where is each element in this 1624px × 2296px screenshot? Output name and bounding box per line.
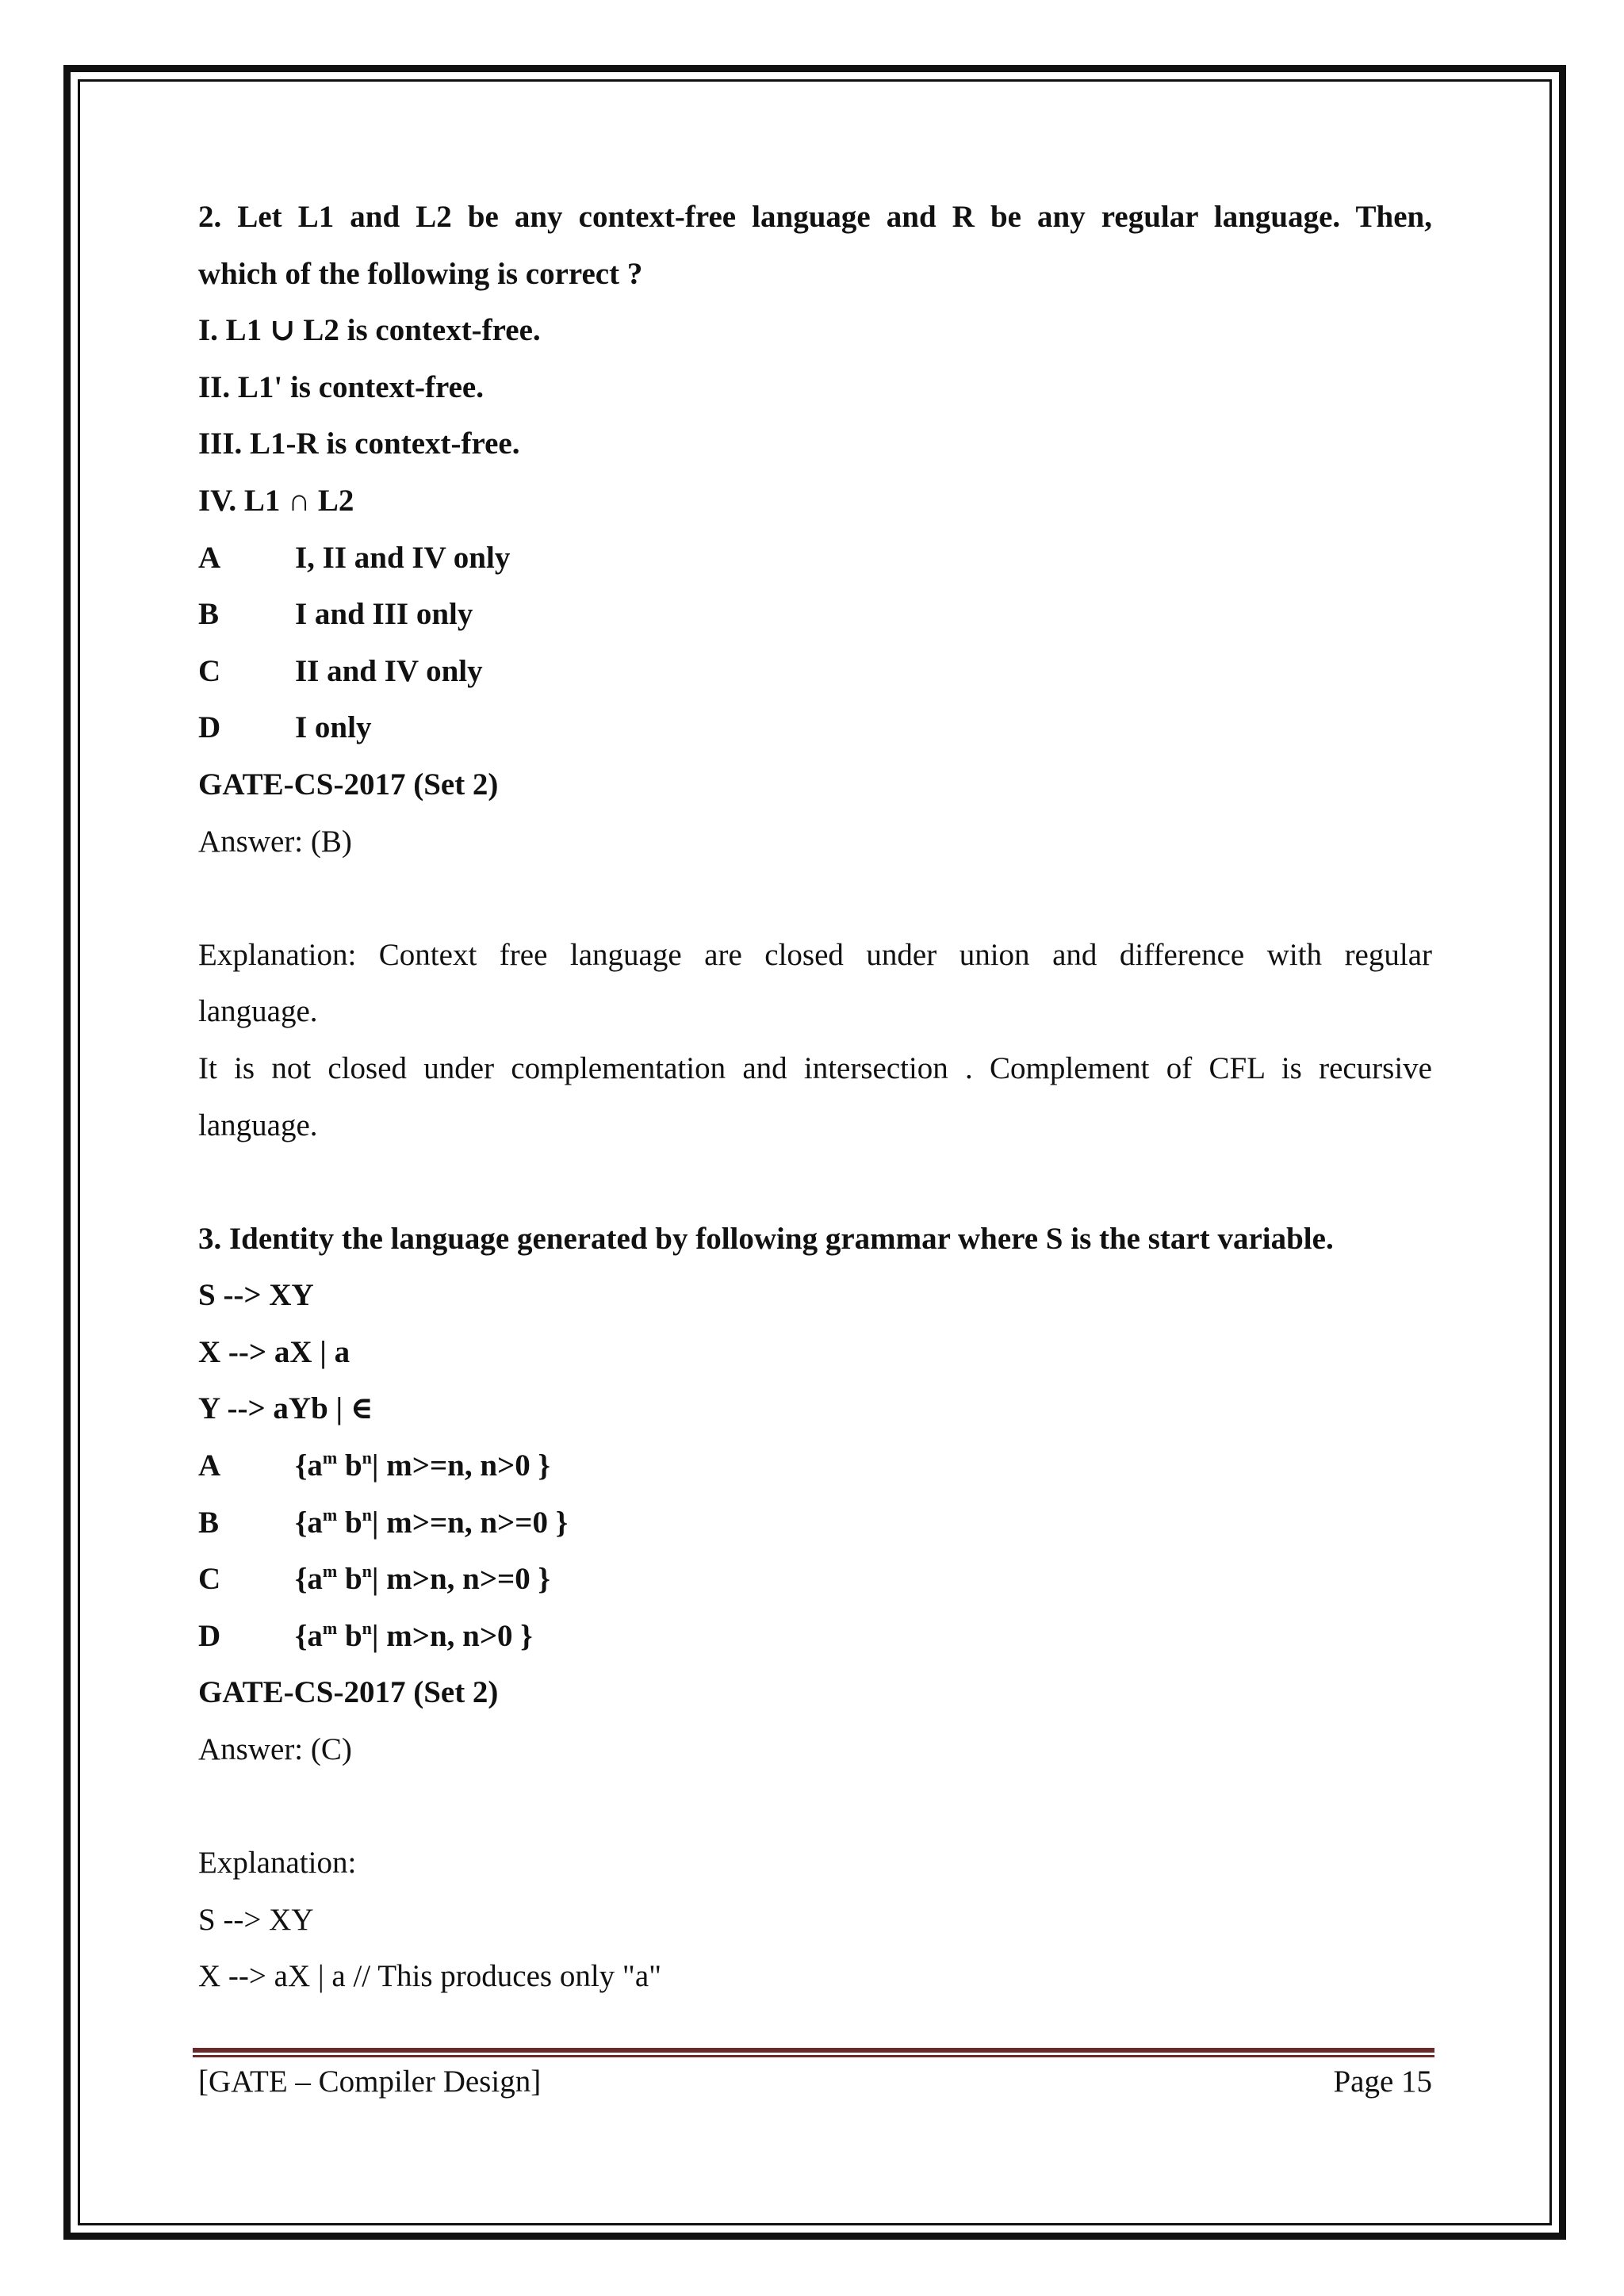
q3-option-d <box>198 1608 1432 1665</box>
set-open: {a <box>295 1448 323 1483</box>
q2-statement-3: III. L1-R is context-free. <box>198 427 520 461</box>
q2-explanation-line2: language. <box>198 994 318 1029</box>
option-text: I only <box>295 710 372 745</box>
q2-option-c <box>198 643 1432 700</box>
q3-grammar-rule-3: Y --> aYb | ∈ <box>198 1391 373 1426</box>
superscript-n: n <box>362 1617 372 1638</box>
q3-question: 3. Identity the language generated by following grammar where S is the start variable. <box>198 1221 1334 1256</box>
set-condition: | m>=n, n>0 } <box>371 1448 550 1483</box>
q3-option-a <box>198 1437 1432 1494</box>
set-b: b <box>337 1618 362 1653</box>
page-footer <box>198 2058 1432 2106</box>
q3-explanation-label: Explanation: <box>198 1846 357 1881</box>
option-letter: B <box>198 1505 220 1540</box>
set-condition: | m>n, n>0 } <box>371 1618 533 1653</box>
option-letter: C <box>198 1562 221 1597</box>
superscript-n: n <box>362 1448 372 1468</box>
superscript-m: m <box>322 1448 338 1468</box>
superscript-m: m <box>322 1561 338 1582</box>
option-letter: B <box>198 597 220 632</box>
set-open: {a <box>295 1618 323 1653</box>
footer-rule <box>193 2048 1434 2053</box>
footer-rule-thin <box>193 2055 1434 2057</box>
option-text: II and IV only <box>295 653 483 688</box>
superscript-m: m <box>322 1617 338 1638</box>
q2-statement-4: IV. L1 ∩ L2 <box>198 483 354 518</box>
q2-explanation-line4: language. <box>198 1108 318 1142</box>
q3-answer: Answer: (C) <box>198 1732 352 1767</box>
superscript-n: n <box>362 1561 372 1582</box>
q2-option-b <box>198 586 1432 643</box>
set-open: {a <box>295 1562 323 1597</box>
q2-answer: Answer: (B) <box>198 824 352 859</box>
q3-option-b <box>198 1494 1432 1552</box>
page-content <box>198 189 1432 2005</box>
set-b: b <box>337 1505 362 1540</box>
footer-title: [GATE – Compiler Design] <box>198 2064 542 2099</box>
set-open: {a <box>295 1505 323 1540</box>
spacer <box>198 870 1432 927</box>
q2-question-line1: 2. Let L1 and L2 be any context-free language and R be any regular language. Then, <box>198 200 1432 234</box>
option-letter: A <box>198 1448 221 1483</box>
set-b: b <box>337 1448 362 1483</box>
q3-grammar-rule-2: X --> aX | a <box>198 1334 350 1369</box>
q2-statement-2: II. L1' is context-free. <box>198 369 484 404</box>
q2-source: GATE-CS-2017 (Set 2) <box>198 767 499 802</box>
set-condition: | m>n, n>=0 } <box>371 1562 550 1597</box>
option-letter: A <box>198 540 221 575</box>
spacer <box>198 1154 1432 1211</box>
q2-statement-1: I. L1 ∪ L2 is context-free. <box>198 313 541 348</box>
q3-grammar-rule-1: S --> XY <box>198 1278 314 1313</box>
q2-option-d <box>198 699 1432 756</box>
q3-explanation-line-1: S --> XY <box>198 1902 314 1937</box>
q2-question-line2: which of the following is correct ? <box>198 256 643 291</box>
option-letter: D <box>198 1618 221 1653</box>
option-letter: D <box>198 710 221 745</box>
superscript-m: m <box>322 1504 338 1525</box>
q3-source: GATE-CS-2017 (Set 2) <box>198 1675 499 1710</box>
option-letter: C <box>198 653 221 688</box>
set-condition: | m>=n, n>=0 } <box>371 1505 569 1540</box>
q3-explanation-line-2: X --> aX | a // This produces only "a" <box>198 1959 662 1994</box>
q3-option-c <box>198 1551 1432 1608</box>
set-b: b <box>337 1562 362 1597</box>
q2-explanation-line3: It is not closed under complementation and intersection . Complement of CFL is recursive <box>198 1050 1432 1085</box>
spacer <box>198 1778 1432 1835</box>
option-text: I and III only <box>295 597 473 632</box>
option-text: I, II and IV only <box>295 540 511 575</box>
q2-option-a <box>198 530 1432 587</box>
page-number: Page 15 <box>1333 2064 1432 2099</box>
superscript-n: n <box>362 1504 372 1525</box>
q2-explanation-line1: Explanation: Context free language are closed under union and difference with regular <box>198 937 1432 972</box>
